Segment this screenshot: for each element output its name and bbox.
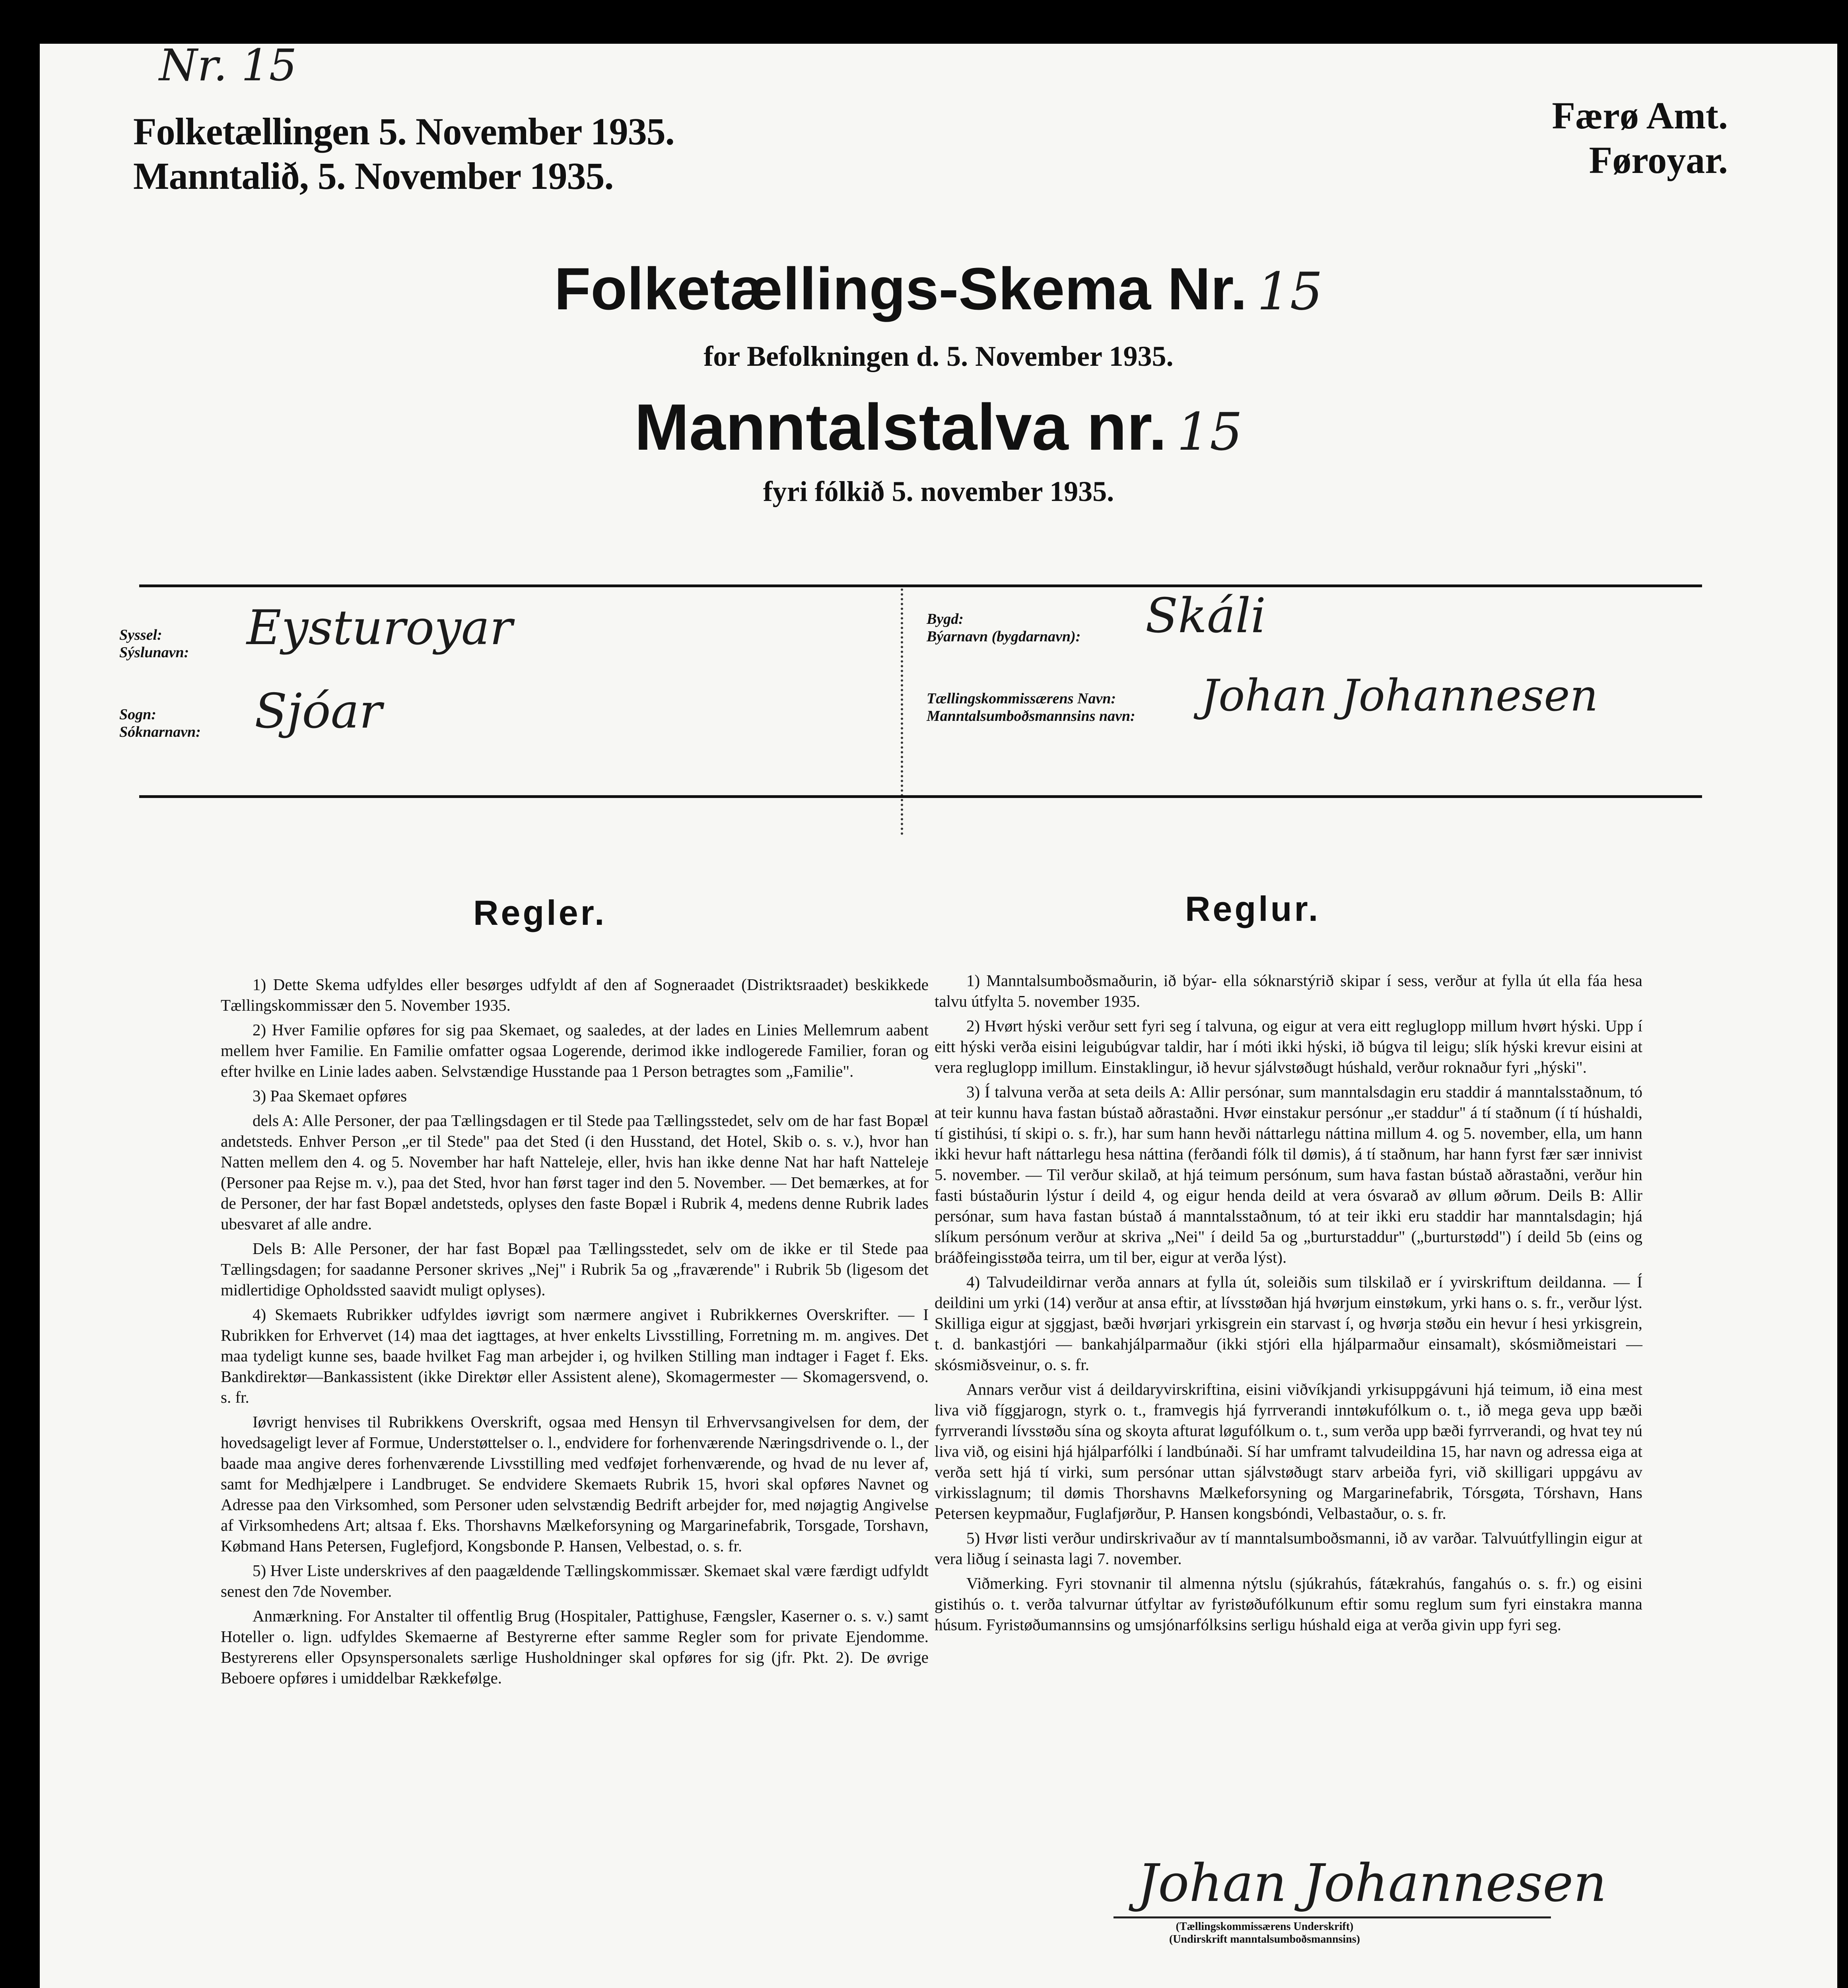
commissioner-value: Johan Johannesen [1201,670,1598,721]
sogn-label-da: Sogn: [119,706,156,723]
regler-paragraph: dels A: Alle Personer, der paa Tællingsdagen er til Stede paa Tællingsstedet, selv om de har fast Bopæl andetsteds. Enhver Person „er til Stede" paa det Sted (i den Husstand, det Hotel, Skib o. s. v.), hvor han Natten mellem den 4. og 5. November har haft Natteleje, eller, hvis han ikke denne Nat har haft Natteleje (Personer paa Rejse m. v.), paa det Sted, hvor han først tager ind den 5. November. — Det bemærkes, at for de Personer, der har fast Bopæl andetsteds, oplyses den faste Bopæl i Rubrik 4, medens denne Rubrik lades ubesvaret af alle andre. [221,1111,929,1233]
commissioner-label-fo: Manntalsumboðsmannsins navn: [927,708,1135,724]
regler-paragraph: 5) Hver Liste underskrives af den paagældende Tællingskommissær. Skemaet skal være færdigt udfyldt senest den 7de November. [221,1561,929,1600]
title-faroese [40,390,1837,465]
regler-paragraph: 4) Skemaets Rubrikker udfyldes iøvrigt som nærmere angivet i Rubrikkernes Overskrifter. — I Rubrikken for Erhvervet (14) maa det iagttages, at hver enkelts Livsstilling, Forretning m. m. angives. Det maa tydeligt kunne ses, baade hvilket Fag man arbejder i, og hvilken Stilling man indtager i Faget f. Eks. Bankdirektør—Bankassistent (ikke Direktør eller Assistent alene), Skomagermester — Skomagersvend, o. s. fr. [221,1305,929,1406]
header-right-line-da: Færø Amt. [1552,94,1728,137]
reglur-paragraph: Viðmerking. Fyri stovnanir til almenna nýtslu (sjúkrahús, fátækrahús, fangahús o. s. fr.) og eisini gistihús o. t. verða talvurnar útfyltar av fyristøðufólkunum eftir somu reglum sum fyri einstakra manna húsum. Fyristøðumannsins og umsjónarfólksins serligu húshald eiga at verða givin upp fyri seg. [935,1574,1642,1634]
commissioner-label-da: Tællingskommissærens Navn: [927,690,1116,707]
signature-line [1113,1916,1551,1918]
sogn-label-fo: Sóknarnavn: [119,724,201,740]
subtitle-danish: for Befolkningen d. 5. November 1935. [703,340,1174,372]
sogn-value: Sjóar [255,684,382,739]
header-left-line-da: Folketællingen 5. November 1935. [133,110,674,153]
signature-caption [1169,1920,1360,1946]
syssel-value: Eysturoyar [247,600,513,656]
title-faroese-number: 15 [1177,402,1243,462]
title-danish-number: 15 [1257,261,1323,322]
reglur-column [935,970,1642,1639]
reglur-paragraph: Annars verður vist á deildaryvirskriftina, eisini viðvíkjandi yrkisuppgávuni hjá teimum, ið eina mest liva við fíggjarogn, styrk o. t., framvegis hjá fyrrverandi inntøkufólkum o. t., ið mega geva upp bæði fyrrverandi lívsstøðu sína og skoyta afturat løgufólkum o. t., sum verða upp bæði fyrrverandi, og hvat tey nú liva við, og eisini hjá hjálparfólki í landbúnaði. Sí har umframt talvudeildina 15, har navn og adressa eiga at verða sett hjá tí virki, sum persónar uttan sjálvstøðugt starv arbeiða fyri, við skilligari uppgávu av virkisslagnum; til dømis Thorshavns Mælkeforsyning og Margarinefabrik, Tórsgøta, Tórshavn, Hans Petersen keypmaður, Fuglafjørður, P. Hansen kongsbóndi, Velbastaður, o. s. fr. [935,1380,1642,1522]
syssel-label [119,626,189,661]
title-danish-text: Folketællings-Skema Nr. [554,255,1247,322]
regler-column [221,974,929,1692]
reglur-paragraph: 2) Hvørt hýski verður sett fyri seg í talvuna, og eigur at vera eitt regluglopp millum hvørt hýski. Upp í eitt hýski verða eisini leigubúgvar taldir, har í móti ikki hýski, ið búgva til leigu; slík hýski krevur eisini at vera regluglopp imillum. Einstaklingur, ið hevur sjálvstøðugt húshald, verður roknaður fyri „hýski". [935,1017,1642,1076]
bottom-divider [139,795,1702,798]
header-right-line-fo: Føroyar. [1589,139,1728,181]
title-danish [40,254,1837,323]
top-divider [139,584,1702,587]
title-faroese-text: Manntalstalva nr. [634,390,1167,464]
syssel-label-da: Syssel: [119,627,162,643]
regler-paragraph: 3) Paa Skemaet opføres [253,1087,407,1105]
subtitle-faroese: fyri fólkið 5. november 1935. [763,476,1114,507]
bygd-label-da: Bygd: [927,611,964,627]
signature-caption-da: (Tællingskommissærens Underskrift) [1176,1920,1354,1933]
reglur-paragraph: 3) Í talvuna verða at seta deils A: Allir persónar, sum manntalsdagin eru staddir á manntalsstaðnum, tó at teir kunnu hava fastan bústað aðrastaðni. Hvør einstakur persónur „er staddur" á tí staðnum (í tí húshaldi, tí gistihúsi, tí skipi o. s. fr.), har sum hann hevði náttarlegu náttina millum 4. og 5. november, ella, um hann ikki hevur haft náttarlegu hesa náttina (ferðandi fólk til dømis), á tí staðnum, har hann fyrst fær sær innivist 5. november. — Til verður skilað, at hjá teimum persónum, sum hava fastan bústað aðrastaðni, verður hin fasti bústaðurin lýstur í deild 4, og eigur henda deild at vera ósvarað av øllum øðrum. Deils B: Allir persónar, sum hava fastan bústað á manntalsstaðnum, tó at teir ikki eru staddir har manntalsdagin; hjá slíkum persónum verður at skriva „Nei" í deild 5a og „burturstaddur" („burturstødd") í deild 5b (eins og bráðfeingisstøða teirra, um til ber, eigur at verða lýst). [935,1083,1642,1266]
signature-handwritten: Johan Johannesen [1137,1853,1607,1913]
reglur-title: Reglur. [1185,889,1321,928]
margin-note: Nr. 15 [159,44,297,91]
regler-paragraph: Dels B: Alle Personer, der har fast Bopæl paa Tællingsstedet, selv om de ikke er til Stede paa Tællingsdagen; for saadanne Personer skrives „Nej" i Rubrik 5a og „fraværende" i Rubrik 5b (ligesom det midlertidige Opholdssted saavidt muligt oplyses). [221,1239,929,1299]
bygd-label-fo: Býarnavn (bygdarnavn): [927,628,1081,645]
reglur-paragraph: 1) Manntalsumboðsmaðurin, ið býar- ella sóknarstýrið skipar í sess, verður at fylla út ella fáa hesa talvu útfylta 5. november 1935. [935,971,1642,1010]
census-form-sheet [40,44,1837,1988]
reglur-paragraph: 4) Talvudeildirnar verða annars at fylla út, soleiðis sum tilskilað er í yvirskriftum deildanna. — Í deildini um yrki (14) verður at ansa eftir, at lívsstøðan hjá hvørjum einstøkum, yrki hans o. s. fr., verður lýst. Skilliga eigur at sjggjast, bæði hvørjari yrkisgrein ein starvast í, og hvørja støðu ein hevur í hesi yrkisgrein, t. d. bankastjóri — bankahjálparmaður (ikki stjóri ella hjálparmaður einsamalt), skósmiðmeistari — skósmiðsveinur, o. s. fr. [935,1273,1642,1374]
syssel-label-fo: Sýslunavn: [119,644,189,661]
header-left-line-fo: Manntalið, 5. November 1935. [133,155,614,197]
field-divider [901,588,903,835]
bygd-value: Skáli [1145,588,1266,644]
regler-title: Regler. [473,893,607,932]
regler-paragraph: Iøvrigt henvises til Rubrikkens Overskrift, ogsaa med Hensyn til Erhvervsangivelsen for dem, der hovedsageligt lever af Formue, Understøttelser o. l., endvidere for forhenværende Næringsdrivende o. l., der baade maa angive deres forhenværende Livsstilling med vedføjet forhenværende, og hvad de nu lever af, samt for Medhjælpere i Landbruget. Se endvidere Skemaets Rubrik 15, hvori skal opføres Navnet og Adresse paa den Virksomhed, som Personer uden selvstændig Bedrift arbejder for, med nøjagtig Angivelse af Virksomhedens Art; altsaa f. Eks. Thorshavns Mælkeforsyning og Margarinefabrik, Torsgade, Torshavn, Købmand Hans Petersen, Fuglefjord, Kongsbonde P. Hansen, Velbestad, o. s. fr. [221,1413,929,1555]
sogn-label [119,706,201,741]
header-left [133,109,674,198]
regler-paragraph: 2) Hver Familie opføres for sig paa Skemaet, og saaledes, at der lades en Linies Mellemrum aabent mellem hver Familie. En Familie omfatter ogsaa Logerende, derimod ikke indlogerede Familier, foran og efter hvilke en Linie lades aaben. Selvstændige Husstande paa 1 Person betragtes som „Familie". [221,1021,929,1080]
bygd-label [927,610,1080,645]
signature-caption-fo: (Undirskrift manntalsumboðsmannsins) [1169,1933,1360,1945]
regler-paragraph: Anmærkning. For Anstalter til offentlig Brug (Hospitaler, Pattighuse, Fængsler, Kaserner o. s. v.) samt Hoteller o. lign. udfyldes Skemaerne af Bestyrerne efter samme Regler som for private Ejendomme. Bestyrerens eller Opsynspersonalets særlige Husholdninger skal opføres for sig (jfr. Pkt. 2). De øvrige Beboere opføres i umiddelbar Rækkefølge. [221,1607,929,1687]
header-right [1552,93,1728,182]
commissioner-label [927,690,1135,725]
regler-paragraph: 1) Dette Skema udfyldes eller besørges udfyldt af den af Sogneraadet (Distriktsraadet) beskikkede Tællingskommissær den 5. November 1935. [221,975,929,1014]
reglur-paragraph: 5) Hvør listi verður undirskrivaður av tí manntalsumboðsmanni, ið av varðar. Talvuútfyllingin eigur at vera liðug í seinasta lagi 7. november. [935,1529,1642,1568]
